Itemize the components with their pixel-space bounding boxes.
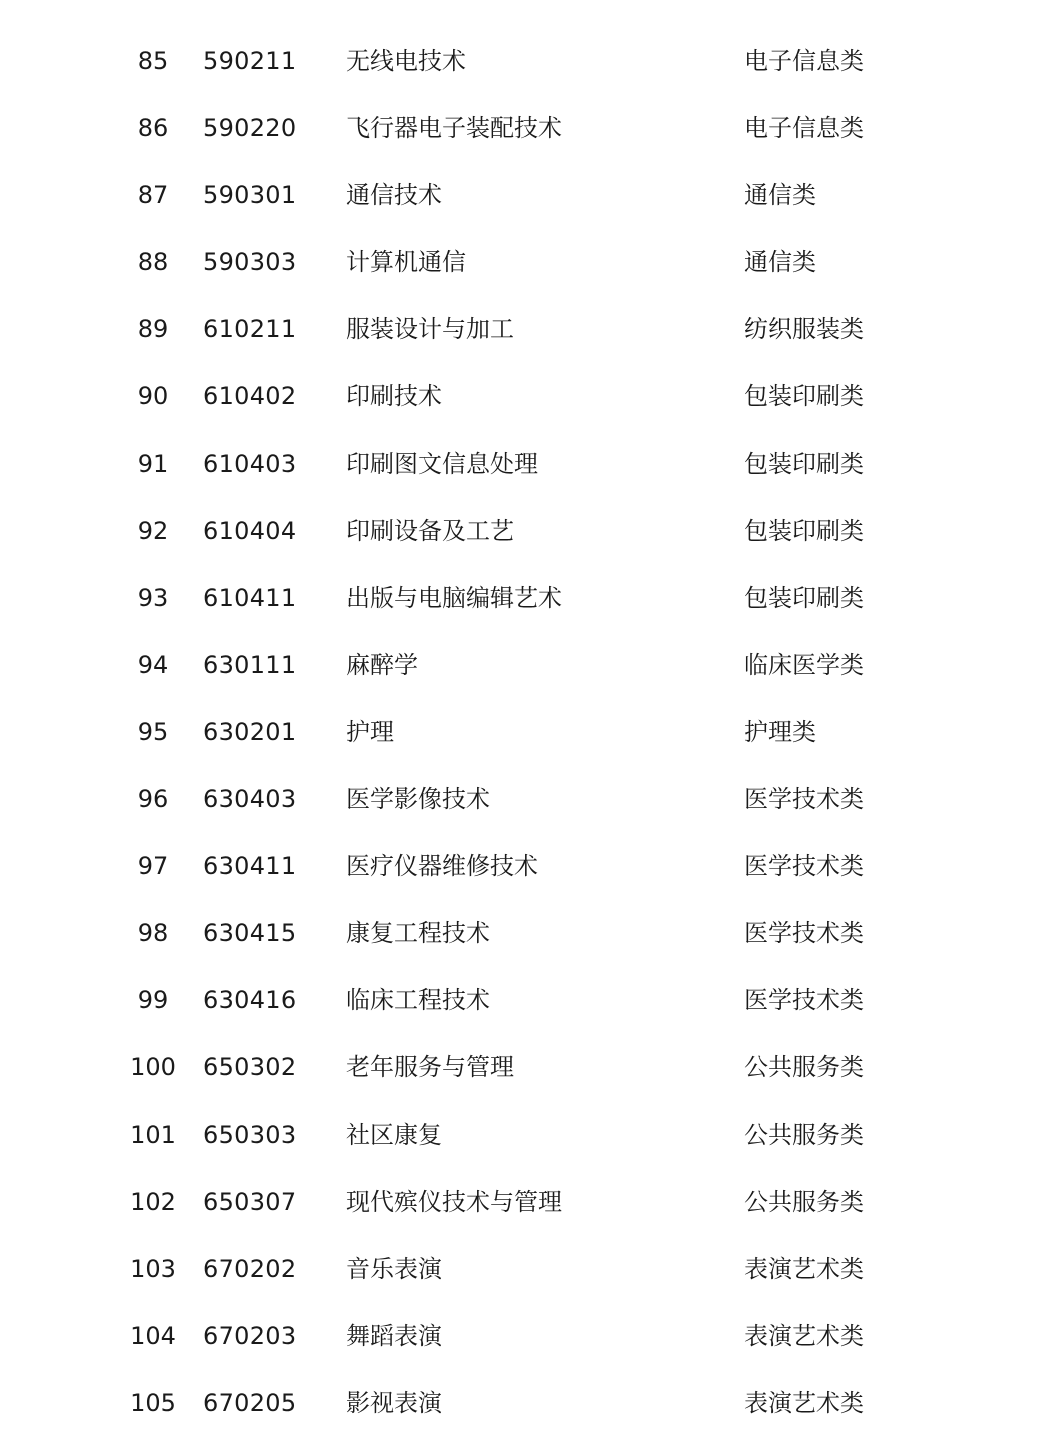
row-index: 94	[137, 650, 169, 679]
major-code: 590303	[203, 248, 297, 277]
row-index: 104	[130, 1321, 176, 1350]
major-name: 出版与电脑编辑艺术	[346, 583, 562, 612]
row-index: 100	[130, 1053, 176, 1082]
major-name: 印刷图文信息处理	[346, 449, 538, 478]
major-category: 包装印刷类	[744, 382, 864, 411]
row-index: 88	[137, 248, 169, 277]
major-name: 护理	[346, 717, 394, 746]
major-name: 无线电技术	[346, 47, 466, 75]
row-index: 101	[130, 1120, 176, 1149]
table-row	[0, 766, 1047, 833]
major-name: 服装设计与加工	[346, 315, 514, 344]
major-code: 610411	[203, 583, 297, 612]
table-row	[0, 900, 1047, 967]
row-index: 90	[137, 382, 169, 411]
major-code: 650307	[203, 1187, 297, 1216]
major-code: 610403	[203, 449, 297, 478]
major-code: 610211	[203, 315, 297, 344]
major-table	[0, 28, 1047, 1437]
major-category: 通信类	[744, 181, 816, 210]
row-index: 91	[137, 449, 169, 478]
major-code: 630415	[203, 919, 297, 948]
table-row	[0, 162, 1047, 229]
major-code: 630416	[203, 986, 297, 1015]
row-index: 86	[137, 114, 169, 143]
table-row	[0, 498, 1047, 565]
major-name: 印刷技术	[346, 382, 442, 411]
row-index: 92	[137, 516, 169, 545]
major-category: 表演艺术类	[744, 1321, 864, 1350]
row-index: 99	[137, 986, 169, 1015]
major-name: 现代殡仪技术与管理	[346, 1187, 562, 1216]
major-code: 630403	[203, 785, 297, 814]
major-category: 公共服务类	[744, 1120, 864, 1149]
major-name: 计算机通信	[346, 248, 466, 277]
table-row	[0, 1303, 1047, 1370]
row-index: 103	[130, 1254, 176, 1283]
table-row	[0, 28, 1047, 95]
table-row	[0, 363, 1047, 430]
major-category: 通信类	[744, 248, 816, 277]
major-category: 医学技术类	[744, 852, 864, 881]
table-row	[0, 1034, 1047, 1101]
major-category: 公共服务类	[744, 1053, 864, 1082]
major-code: 630201	[203, 717, 297, 746]
major-code: 590211	[203, 47, 297, 75]
major-category: 医学技术类	[744, 919, 864, 948]
major-category: 医学技术类	[744, 785, 864, 814]
major-category: 电子信息类	[744, 114, 864, 143]
major-name: 医疗仪器维修技术	[346, 852, 538, 881]
table-row	[0, 431, 1047, 498]
table-row	[0, 833, 1047, 900]
major-name: 影视表演	[346, 1388, 442, 1417]
major-category: 纺织服装类	[744, 315, 864, 344]
major-code: 590220	[203, 114, 297, 143]
major-code: 630411	[203, 852, 297, 881]
major-category: 医学技术类	[744, 986, 864, 1015]
row-index: 95	[137, 717, 169, 746]
row-index: 102	[130, 1187, 176, 1216]
major-code: 610402	[203, 382, 297, 411]
row-index: 98	[137, 919, 169, 948]
row-index: 97	[137, 852, 169, 881]
major-code: 590301	[203, 181, 297, 210]
major-category: 包装印刷类	[744, 583, 864, 612]
major-code: 670205	[203, 1388, 297, 1417]
major-category: 电子信息类	[744, 47, 864, 75]
table-row	[0, 699, 1047, 766]
major-name: 音乐表演	[346, 1254, 442, 1283]
major-code: 650303	[203, 1120, 297, 1149]
major-code: 650302	[203, 1053, 297, 1082]
major-name: 通信技术	[346, 181, 442, 210]
row-index: 89	[137, 315, 169, 344]
major-category: 公共服务类	[744, 1187, 864, 1216]
major-category: 表演艺术类	[744, 1388, 864, 1417]
major-name: 印刷设备及工艺	[346, 516, 514, 545]
major-code: 670202	[203, 1254, 297, 1283]
major-category: 护理类	[744, 717, 816, 746]
table-row	[0, 95, 1047, 162]
major-name: 舞蹈表演	[346, 1321, 442, 1350]
table-row	[0, 1169, 1047, 1236]
row-index: 93	[137, 583, 169, 612]
table-row	[0, 632, 1047, 699]
row-index: 105	[130, 1388, 176, 1417]
major-code: 630111	[203, 650, 297, 679]
major-code: 610404	[203, 516, 297, 545]
major-category: 表演艺术类	[744, 1254, 864, 1283]
major-category: 包装印刷类	[744, 516, 864, 545]
major-name: 临床工程技术	[346, 986, 490, 1015]
major-category: 临床医学类	[744, 650, 864, 679]
table-row	[0, 565, 1047, 632]
table-row	[0, 229, 1047, 296]
table-row	[0, 296, 1047, 363]
major-name: 老年服务与管理	[346, 1053, 514, 1082]
row-index: 87	[137, 181, 169, 210]
table-row	[0, 967, 1047, 1034]
major-name: 社区康复	[346, 1120, 442, 1149]
row-index: 96	[137, 785, 169, 814]
major-code: 670203	[203, 1321, 297, 1350]
major-name: 康复工程技术	[346, 919, 490, 948]
major-name: 医学影像技术	[346, 785, 490, 814]
major-category: 包装印刷类	[744, 449, 864, 478]
major-name: 麻醉学	[346, 650, 418, 679]
row-index: 85	[137, 47, 169, 75]
table-row	[0, 1236, 1047, 1303]
table-row	[0, 1102, 1047, 1169]
table-row	[0, 1370, 1047, 1437]
major-name: 飞行器电子装配技术	[346, 114, 562, 143]
